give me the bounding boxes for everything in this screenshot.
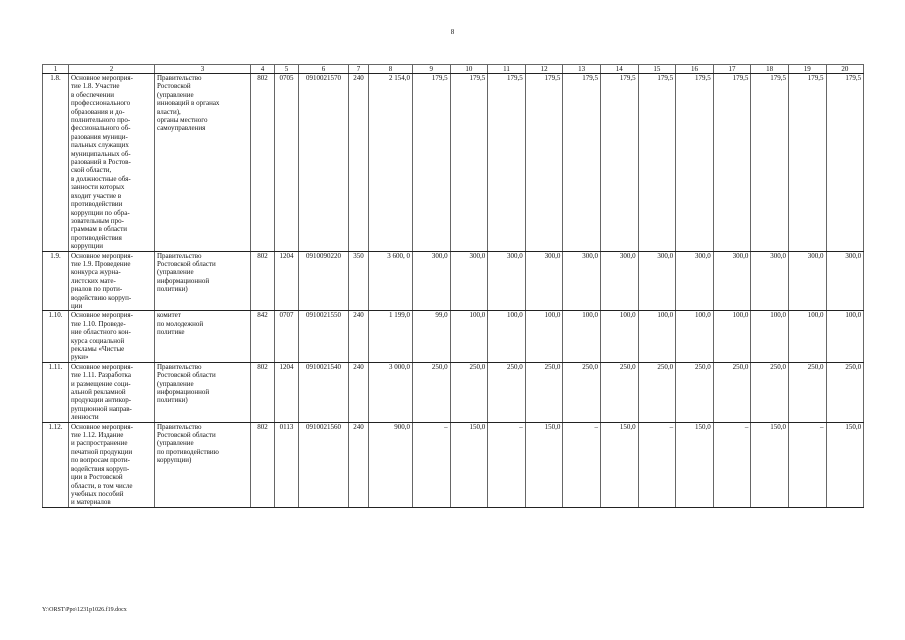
year-amount: – (713, 422, 751, 507)
expense-type-code: 240 (349, 311, 369, 362)
page-number: 8 (450, 28, 455, 36)
executor: Правительство Ростовской области (управление информационной политики) (155, 251, 251, 311)
column-header: 14 (600, 65, 638, 74)
column-header: 17 (713, 65, 751, 74)
measure-name: Основное мероприя- тие 1.12. Издание и распространение печатной продукции по вопросам проти- водействия корруп- ции в Ростовской области, в том числе учебных пособий и материалов (69, 422, 155, 507)
year-amount: 300,0 (488, 251, 526, 311)
column-header: 5 (275, 65, 299, 74)
year-amount: 100,0 (563, 311, 601, 362)
table-row (43, 422, 864, 507)
total-amount: 2 154,0 (369, 74, 413, 252)
year-amount: 179,5 (638, 74, 676, 252)
measure-name: Основное мероприя- тие 1.8. Участие в обеспечении профессионального образования и до- полнительного про- фессионального об- разования муници- пальных служащих муниципальных об- разований в Ростов- ской области, в должностные обя- занности которых входит участие в противодействии коррупции по обра- зовательным про- граммам в области противодействия коррупции (69, 74, 155, 252)
column-header: 12 (525, 65, 563, 74)
section-code: 0705 (275, 74, 299, 252)
measure-name: Основное мероприя- тие 1.11. Разработка и размещение соци- альной рекламной продукции антикор- рупционной направ- ленности (69, 362, 155, 422)
target-article-code: 0910090220 (299, 251, 349, 311)
column-header: 7 (349, 65, 369, 74)
year-amount: 100,0 (638, 311, 676, 362)
ministry-code: 802 (251, 422, 275, 507)
year-amount: 100,0 (751, 311, 789, 362)
target-article-code: 0910021570 (299, 74, 349, 252)
column-header: 4 (251, 65, 275, 74)
file-path: Y:\ORST\Ppo\1231p1026.f19.docx (42, 607, 127, 613)
year-amount: 250,0 (450, 362, 488, 422)
year-amount: 179,5 (525, 74, 563, 252)
year-amount: 250,0 (563, 362, 601, 422)
year-amount: 300,0 (676, 251, 714, 311)
section-code: 0707 (275, 311, 299, 362)
column-header: 3 (155, 65, 251, 74)
year-amount: 179,5 (600, 74, 638, 252)
year-amount: 100,0 (713, 311, 751, 362)
year-amount: – (563, 422, 601, 507)
target-article-code: 0910021540 (299, 362, 349, 422)
year-amount: 179,5 (788, 74, 826, 252)
column-header: 9 (413, 65, 451, 74)
column-header: 6 (299, 65, 349, 74)
measure-name: Основное мероприя- тие 1.9. Проведение конкурса журна- листских мате- риалов по проти- водействию корруп- ции (69, 251, 155, 311)
target-article-code: 0910021560 (299, 422, 349, 507)
year-amount: 250,0 (638, 362, 676, 422)
year-amount: 100,0 (600, 311, 638, 362)
year-amount: – (413, 422, 451, 507)
total-amount: 1 199,0 (369, 311, 413, 362)
program-table (42, 64, 864, 508)
year-amount: – (788, 422, 826, 507)
year-amount: 300,0 (600, 251, 638, 311)
section-code: 1204 (275, 251, 299, 311)
year-amount: 150,0 (600, 422, 638, 507)
year-amount: 300,0 (713, 251, 751, 311)
year-amount: 100,0 (826, 311, 864, 362)
column-header: 10 (450, 65, 488, 74)
table-row (43, 311, 864, 362)
table-row (43, 251, 864, 311)
column-header: 18 (751, 65, 789, 74)
year-amount: 179,5 (751, 74, 789, 252)
year-amount: 250,0 (751, 362, 789, 422)
column-header: 11 (488, 65, 526, 74)
year-amount: 179,5 (713, 74, 751, 252)
section-code: 1204 (275, 362, 299, 422)
executor: Правительство Ростовской области (управление по противодействию коррупции) (155, 422, 251, 507)
row-number: 1.10. (43, 311, 69, 362)
section-code: 0113 (275, 422, 299, 507)
year-amount: 300,0 (413, 251, 451, 311)
executor: Правительство Ростовской (управление инноваций в органах власти), органы местного самоуправления (155, 74, 251, 252)
column-header: 1 (43, 65, 69, 74)
year-amount: 300,0 (638, 251, 676, 311)
total-amount: 900,0 (369, 422, 413, 507)
column-header: 13 (563, 65, 601, 74)
year-amount: 250,0 (413, 362, 451, 422)
total-amount: 3 000,0 (369, 362, 413, 422)
year-amount: 300,0 (450, 251, 488, 311)
column-header: 15 (638, 65, 676, 74)
year-amount: 179,5 (826, 74, 864, 252)
year-amount: 250,0 (488, 362, 526, 422)
column-header: 20 (826, 65, 864, 74)
year-amount: 100,0 (788, 311, 826, 362)
row-number: 1.9. (43, 251, 69, 311)
year-amount: 150,0 (525, 422, 563, 507)
year-amount: 250,0 (788, 362, 826, 422)
executor: Правительство Ростовской области (управление информационной политики) (155, 362, 251, 422)
year-amount: 100,0 (488, 311, 526, 362)
ministry-code: 842 (251, 311, 275, 362)
executor: комитет по молодежной политике (155, 311, 251, 362)
year-amount: 150,0 (450, 422, 488, 507)
year-amount: 179,5 (676, 74, 714, 252)
table-row (43, 74, 864, 252)
ministry-code: 802 (251, 362, 275, 422)
row-number: 1.12. (43, 422, 69, 507)
year-amount: 250,0 (600, 362, 638, 422)
year-amount: 150,0 (676, 422, 714, 507)
year-amount: 179,5 (488, 74, 526, 252)
year-amount: 100,0 (676, 311, 714, 362)
year-amount: 100,0 (450, 311, 488, 362)
year-amount: 300,0 (826, 251, 864, 311)
year-amount: 150,0 (826, 422, 864, 507)
year-amount: 300,0 (525, 251, 563, 311)
year-amount: 300,0 (563, 251, 601, 311)
table-row (43, 362, 864, 422)
expense-type-code: 240 (349, 74, 369, 252)
year-amount: 179,5 (413, 74, 451, 252)
ministry-code: 802 (251, 74, 275, 252)
year-amount: 100,0 (525, 311, 563, 362)
column-header: 16 (676, 65, 714, 74)
year-amount: 99,0 (413, 311, 451, 362)
row-number: 1.8. (43, 74, 69, 252)
ministry-code: 802 (251, 251, 275, 311)
expense-type-code: 240 (349, 422, 369, 507)
column-header: 19 (788, 65, 826, 74)
row-number: 1.11. (43, 362, 69, 422)
total-amount: 3 600, 0 (369, 251, 413, 311)
column-number-row (43, 65, 864, 74)
year-amount: 179,5 (563, 74, 601, 252)
column-header: 2 (69, 65, 155, 74)
year-amount: 179,5 (450, 74, 488, 252)
expense-type-code: 240 (349, 362, 369, 422)
year-amount: 250,0 (676, 362, 714, 422)
column-header: 8 (369, 65, 413, 74)
year-amount: 250,0 (826, 362, 864, 422)
target-article-code: 0910021550 (299, 311, 349, 362)
year-amount: – (638, 422, 676, 507)
year-amount: 150,0 (751, 422, 789, 507)
expense-type-code: 350 (349, 251, 369, 311)
year-amount: 300,0 (751, 251, 789, 311)
measure-name: Основное мероприя- тие 1.10. Проведе- ние областного кон- курса социальной рекламы «Чистые руки» (69, 311, 155, 362)
year-amount: 300,0 (788, 251, 826, 311)
year-amount: 250,0 (525, 362, 563, 422)
year-amount: – (488, 422, 526, 507)
year-amount: 250,0 (713, 362, 751, 422)
